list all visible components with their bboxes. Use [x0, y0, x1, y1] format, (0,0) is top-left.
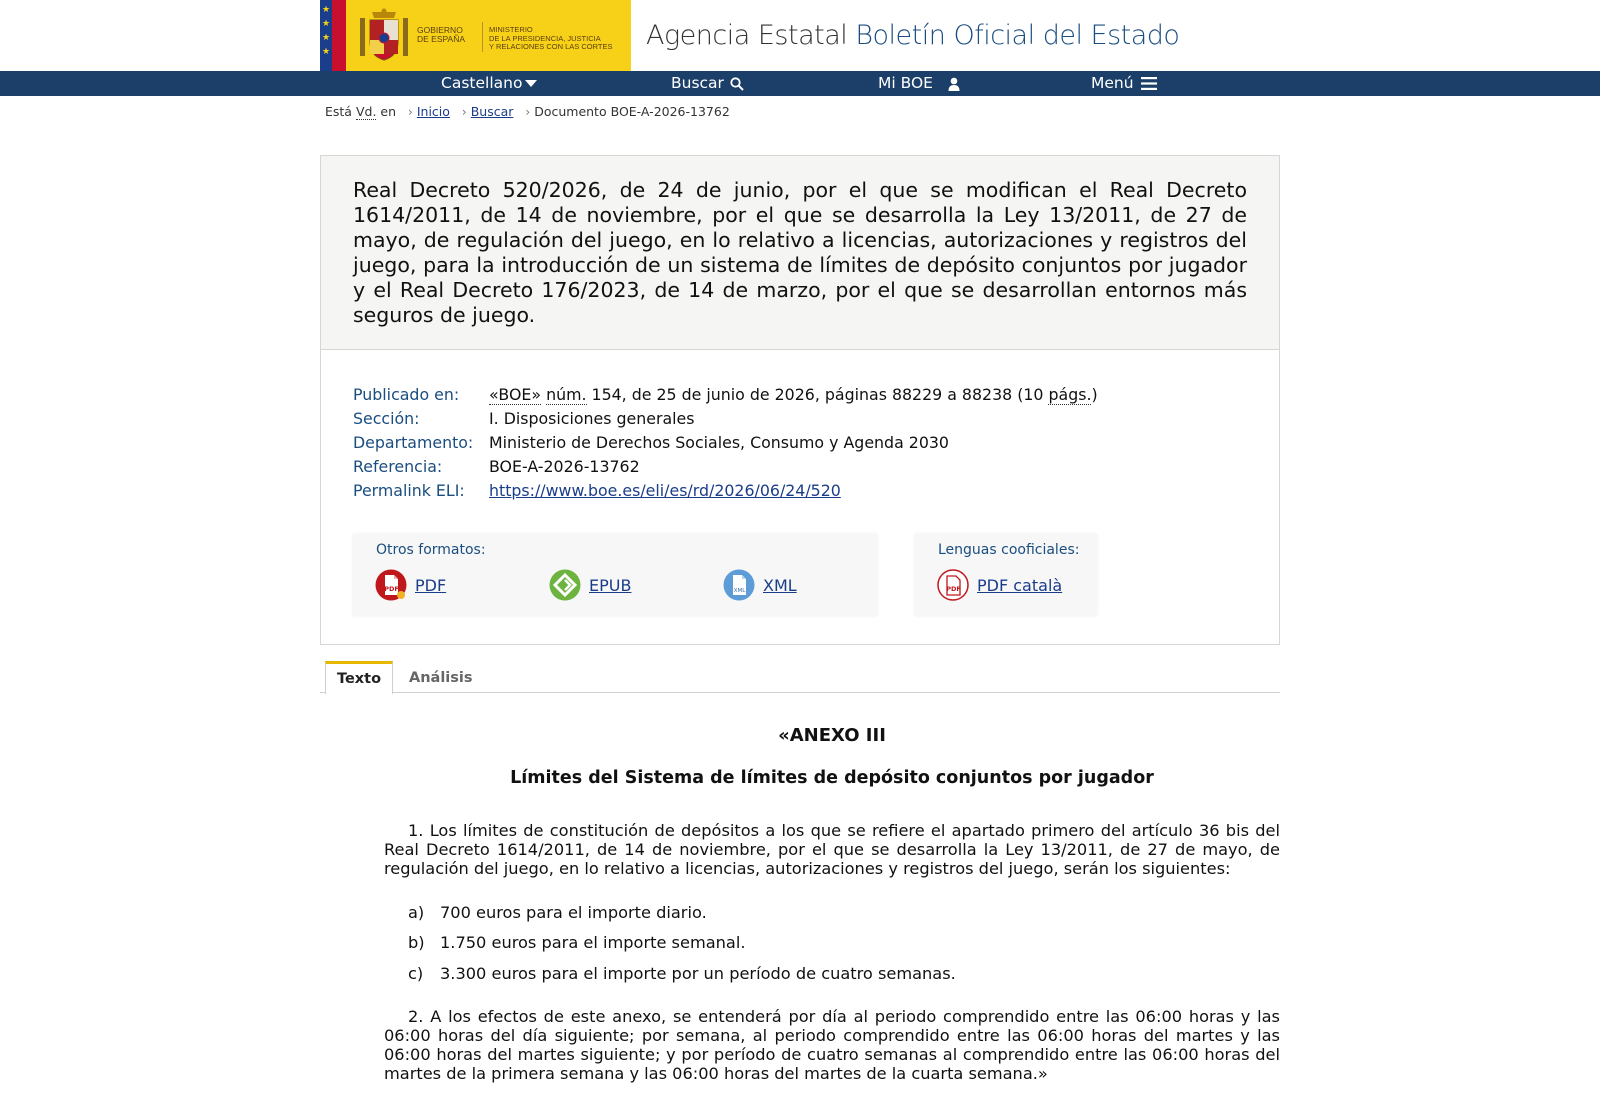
annex-subtitle: Límites del Sistema de límites de depósito conjuntos por jugador	[510, 768, 1154, 788]
pdf-icon	[375, 569, 407, 601]
site-title[interactable]	[646, 20, 1179, 51]
xml-download-link[interactable]: XML XML	[723, 568, 797, 602]
caret-down-icon	[525, 80, 537, 88]
coat-of-arms-icon	[358, 8, 410, 64]
chevron-right-icon: ›	[525, 105, 531, 119]
svg-text:XML: XML	[733, 588, 746, 594]
paragraph: 1. Los límites de constitución de depósitos a los que se refiere el apartado primero del artículo 36 bis del Real Decreto 1614/2011, de 14 de noviembre, por el que se desarrolla la Ley 13/2011, de 27 de mayo, de regulación del juego, en lo relativo a licencias, autorizaciones y registros del juego, serán los siguientes:	[384, 821, 1280, 878]
paragraph: 2. A los efectos de este anexo, se entenderá por día al periodo comprendido entre las 06:00 horas y las 06:00 horas del día siguiente; por semana, al periodo comprendido entre las 06:00 horas del martes y las 06:00 horas del martes siguiente; y por período de cuatro semanas al comprendido entre las 06:00 horas del martes de la primera semana y las 06:00 horas del martes de la cuarta semana.»	[384, 1007, 1280, 1083]
nav-search[interactable]: Buscar	[671, 71, 744, 96]
breadcrumb-inicio-link[interactable]: Inicio	[416, 104, 450, 119]
tab-analisis[interactable]: Análisis	[409, 670, 473, 686]
nav-menu[interactable]: Menú	[1091, 71, 1157, 96]
svg-text:PDF: PDF	[384, 585, 399, 593]
list-item: a) 700 euros para el importe diario.	[408, 903, 707, 922]
permalink-eli-link[interactable]: https://www.boe.es/eli/es/rd/2026/06/24/520	[489, 481, 841, 500]
star-icon: ★	[322, 5, 331, 15]
annex-title: «ANEXO III	[778, 725, 886, 746]
site-title-main: Boletín Oficial del Estado	[855, 20, 1180, 51]
document-tabs	[320, 661, 1280, 693]
svg-text:PDF: PDF	[946, 585, 961, 593]
meta-row-referencia: Referencia: BOE-A-2026-13762	[353, 457, 640, 476]
coofficial-languages-panel: Lenguas cooficiales: PDF PDF català	[915, 534, 1097, 616]
main-navbar	[0, 71, 1600, 96]
document-summary-box	[320, 155, 1280, 645]
pdf-catala-download-link[interactable]: PDF PDF català	[937, 568, 1062, 602]
xml-icon	[723, 569, 755, 601]
government-logo[interactable]	[320, 0, 631, 71]
epub-download-link[interactable]: EPUB	[549, 568, 631, 602]
site-title-prefix: Agencia Estatal	[646, 20, 848, 51]
list-item: c) 3.300 euros para el importe por un período de cuatro semanas.	[408, 964, 956, 983]
nav-language-selector[interactable]: Castellano	[441, 71, 537, 96]
chevron-right-icon: ›	[461, 105, 467, 119]
breadcrumb: Está Vd. en › Inicio › Buscar › Documento BOE-A-2026-13762	[325, 104, 730, 119]
publicado-value: «BOE» núm. 154, de 25 de junio de 2026, páginas 88229 a 88238 (10 págs.)	[489, 385, 1098, 404]
pdf-icon	[937, 569, 969, 601]
tab-texto[interactable]: Texto	[325, 661, 393, 694]
star-icon: ★	[322, 19, 331, 29]
breadcrumb-buscar-link[interactable]: Buscar	[470, 104, 514, 119]
meta-row-publicado: Publicado en: «BOE» núm. 154, de 25 de junio de 2026, páginas 88229 a 88238 (10 págs.)	[353, 383, 1243, 407]
site-header	[0, 0, 1600, 71]
eu-spain-flag	[320, 0, 348, 71]
meta-row-departamento: Departamento: Ministerio de Derechos Sociales, Consumo y Agenda 2030	[353, 433, 949, 452]
hamburger-icon	[1141, 77, 1157, 90]
nav-my-boe[interactable]: Mi BOE	[878, 71, 961, 96]
meta-row-seccion: Sección: I. Disposiciones generales	[353, 409, 695, 428]
pdf-download-link[interactable]: PDF PDF	[375, 568, 446, 602]
chevron-right-icon: ›	[408, 105, 413, 119]
ministry-text: MINISTERIO DE LA PRESIDENCIA, JUSTICIA Y RELACIONES CON LAS CORTES	[489, 25, 613, 51]
breadcrumb-current: Documento BOE-A-2026-13762	[534, 104, 730, 119]
gobierno-text: GOBIERNO DE ESPAÑA	[417, 25, 466, 44]
document-metadata	[353, 383, 1243, 503]
epub-icon	[549, 569, 581, 601]
list-item: b) 1.750 euros para el importe semanal.	[408, 933, 746, 952]
star-icon: ★	[322, 47, 331, 57]
search-icon	[730, 77, 744, 91]
other-formats-panel: Otros formatos: PDF PDF EPUB XML XML	[353, 534, 877, 616]
meta-row-permalink: Permalink ELI: https://www.boe.es/eli/es/rd/2026/06/24/520	[353, 481, 841, 500]
star-icon: ★	[322, 33, 331, 43]
user-icon	[947, 77, 961, 91]
document-title: Real Decreto 520/2026, de 24 de junio, por el que se modifican el Real Decreto 1614/2011, de 14 de noviembre, por el que se desarrolla la Ley 13/2011, de 27 de mayo, de regulación del juego, en lo relativo a licencias, autorizaciones y registros del juego, para la introducción de un sistema de límites de depósito conjuntos por jugador y el Real Decreto 176/2023, de 14 de marzo, por el que se desarrollan entornos más seguros de juego.	[353, 178, 1247, 327]
